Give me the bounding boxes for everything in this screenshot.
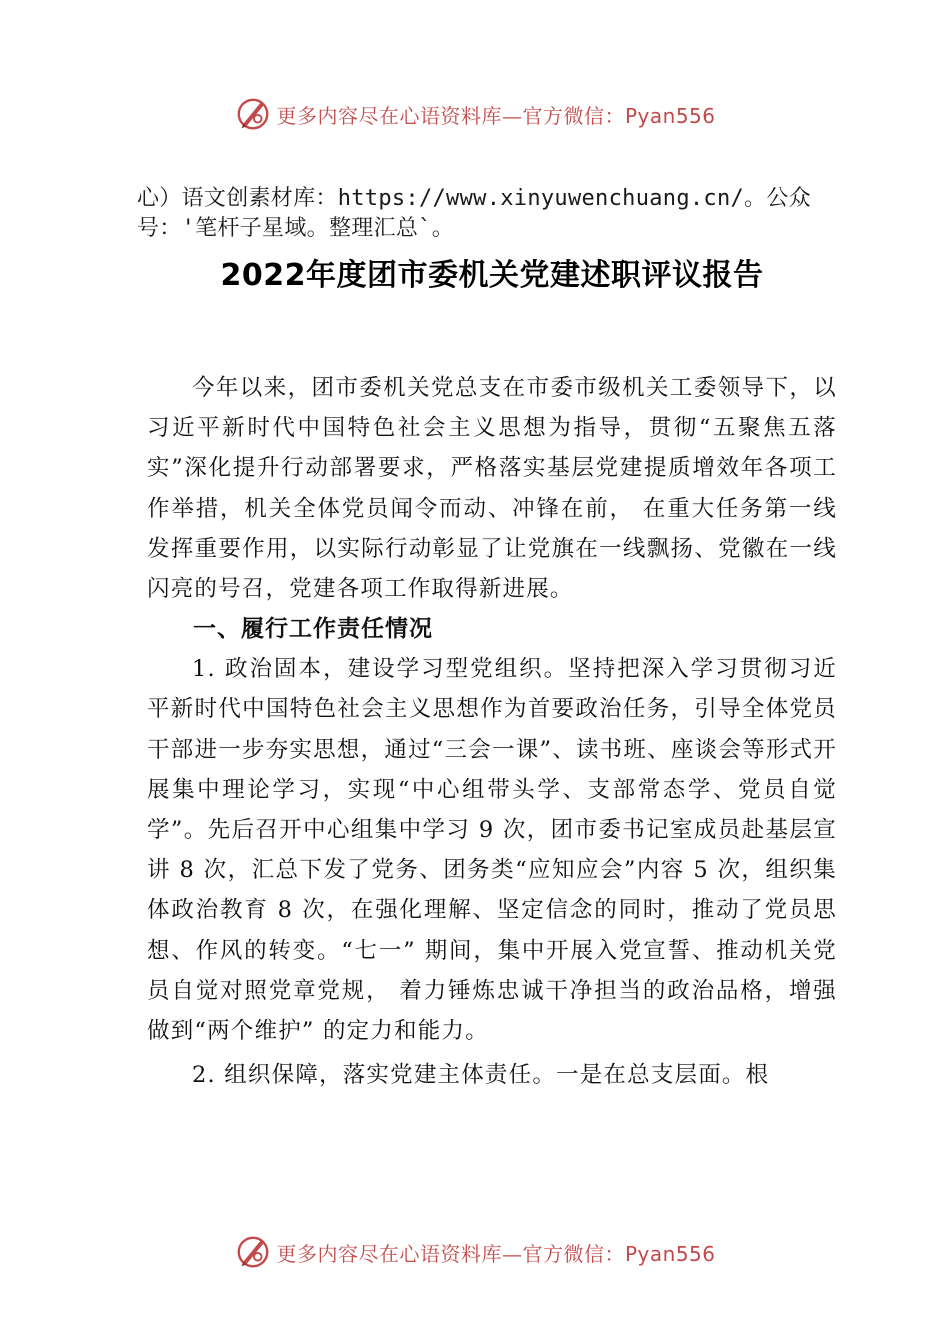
- pen-logo-icon: [234, 1233, 272, 1271]
- header-banner-text: [276, 100, 715, 129]
- source-note: 心）语文创素材库：https://www.xinyuwenchuang.cn/。公众号：'笔杆子星域。整理汇总`。: [137, 186, 811, 241]
- document-page: [137, 184, 837, 1095]
- footer-banner-text: [276, 1238, 715, 1267]
- header-banner-main: 更多内容尽在心语资料库: [276, 103, 502, 128]
- footer-banner-dash: —: [501, 1241, 523, 1266]
- intro-paragraph: 今年以来，团市委机关党总支在市委市级机关工委领导下，以习近平新时代中国特色社会主义思想为指导，贯彻“五聚焦五落实”深化提升行动部署要求，严格落实基层党建提质增效年各项工作举措，机关全体党员闻令而动、冲锋在前， 在重大任务第一线发挥重要作用，以实际行动彰显了让党旗在一线飘扬、党徽在一线闪亮的号召，党建各项工作取得新进展。: [147, 375, 837, 603]
- header-banner-account: Pyan556: [624, 103, 716, 128]
- pen-logo-icon: [234, 95, 272, 133]
- header-banner: [0, 94, 950, 134]
- footer-banner-account: Pyan556: [624, 1241, 716, 1266]
- footer-banner: [0, 1232, 950, 1272]
- footer-banner-wechat-label: 官方微信：: [522, 1241, 625, 1266]
- document-body: [147, 368, 837, 1095]
- section-heading: 一、履行工作责任情况: [193, 616, 433, 643]
- document-title: 2022年度团市委机关党建述职评议报告: [220, 258, 764, 293]
- footer-banner-main: 更多内容尽在心语资料库: [276, 1241, 502, 1266]
- section-paragraph-1: 1. 政治固本，建设学习型党组织。坚持把深入学习贯彻习近平新时代中国特色社会主义思想作为首要政治任务，引导全体党员干部进一步夯实思想，通过“三会一课”、读书班、座谈会等形式开展集中理论学习，实现“中心组带头学、支部常态学、党员自觉学”。先后召开中心组集中学习 9 次，团市委书记室成员赴基层宣讲 8 次，汇总下发了党务、团务类“应知应会”内容 5 次，组织集体政治教育 8 次，在强化理解、坚定信念的同时，推动了党员思想、作风的转变。“七一” 期间，集中开展入党宣誓、推动机关党员自觉对照党章党规， 着力锤炼忠诚干净担当的政治品格，增强做到“两个维护” 的定力和能力。: [147, 656, 837, 1045]
- header-banner-wechat-label: 官方微信：: [522, 103, 625, 128]
- header-banner-dash: —: [501, 103, 523, 128]
- section-paragraph-2: 2. 组织保障，落实党建主体责任。一是在总支层面。根: [192, 1062, 770, 1089]
